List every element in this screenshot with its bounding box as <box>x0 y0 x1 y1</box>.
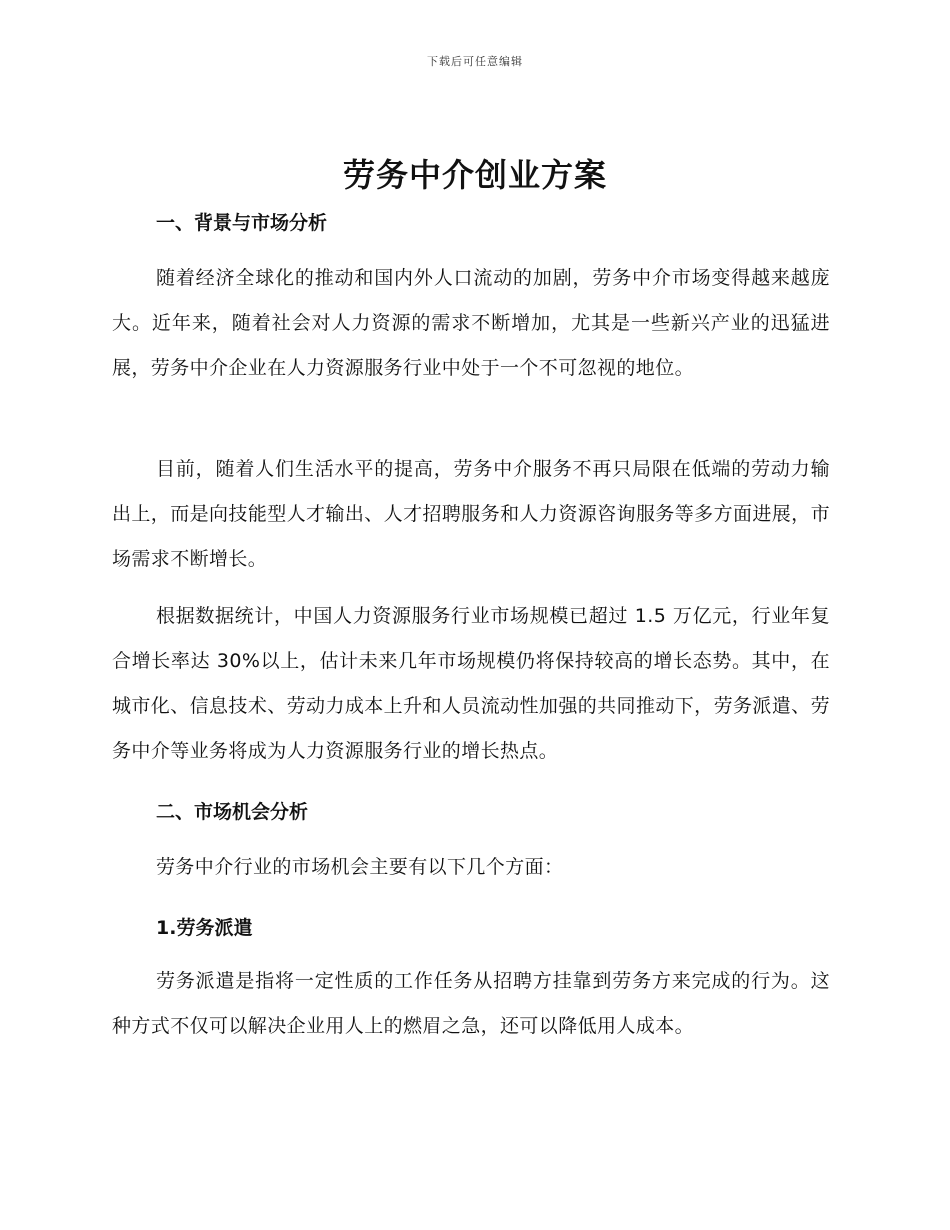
paragraph-market-statistics: 根据数据统计，中国人力资源服务行业市场规模已超过 1.5 万亿元，行业年复合增长率达 30%以上，估计未来几年市场规模仍将保持较高的增长态势。其中，在城市化、信息技术、劳动力成本上升和人员流动性加强的共同推动下，劳务派遣、劳务中介等业务将成为人力资源服务行业的增长热点。 <box>112 605 830 762</box>
paragraph-labor-dispatch: 劳务派遣是指将一定性质的工作任务从招聘方挂靠到劳务方来完成的行为。这种方式不仅可以解决企业用人上的燃眉之急，还可以降低用人成本。 <box>112 970 830 1037</box>
header-note: 下载后可任意编辑 <box>427 55 523 68</box>
section-heading-background: 一、背景与市场分析 <box>156 212 328 234</box>
paragraph-opportunity-intro: 劳务中介行业的市场机会主要有以下几个方面： <box>156 856 564 878</box>
paragraph-market-growth: 随着经济全球化的推动和国内外人口流动的加剧，劳务中介市场变得越来越庞大。近年来，随着社会对人力资源的需求不断增加，尤其是一些新兴产业的迅猛进展，劳务中介企业在人力资源服务行业中处于一个不可忽视的地位。 <box>112 267 830 379</box>
subheading-labor-dispatch: 1.劳务派遣 <box>156 917 253 939</box>
document-title: 劳务中介创业方案 <box>342 156 607 194</box>
paragraph-service-expansion: 目前，随着人们生活水平的提高，劳务中介服务不再只局限在低端的劳动力输出上，而是向技能型人才输出、人才招聘服务和人力资源咨询服务等多方面进展，市场需求不断增长。 <box>112 458 830 570</box>
section-heading-opportunity: 二、市场机会分析 <box>156 801 309 823</box>
